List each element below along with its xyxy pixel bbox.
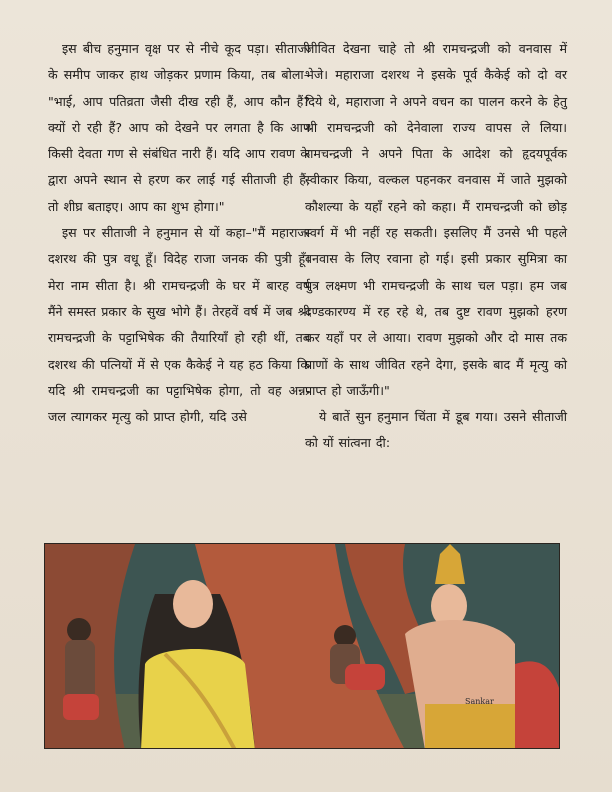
sita-saree: [141, 649, 255, 749]
guard-head-right: [334, 625, 356, 647]
guard-body-left: [65, 640, 95, 700]
artist-signature: Sankar: [465, 697, 494, 706]
left-paragraph-1: इस बीच हनुमान वृक्ष पर से नीचे कूद पड़ा। सीताजी के समीप जाकर हाथ जोड़कर प्रणाम किया, तब बोला– "भाई, आप पतिव्रता जैसी दीख रही हैं, आप कौन हैं? क्यों रो रही हैं? आप को देखने पर लगता है कि आप किसी देवता गण से संबंधित नारी हैं। यदि आप रावण के द्वारा अपने स्थान से हरण कर लाई गई सीताजी ही हैं, तो शीघ्र बताइए। आप का शुभ होगा।": [48, 41, 310, 214]
guard-cloth-left: [63, 694, 99, 720]
guard-head-left: [67, 618, 91, 642]
left-paragraph-2: इस पर सीताजी ने हनुमान से यों कहा–"मैं महाराजा दशरथ की पुत्र वधू हूँ। विदेह राजा जनक की पुत्री हूँ। मेरा नाम सीता है। श्री रामचन्द्रजी के घर में बारह वर्ष मैंने समस्त प्रकार के सुख भोगे हैं। तेरहवें वर्ष में जब श्री रामचन्द्रजी के पट्टाभिषेक की तैयारियाँ हो रही थीं, तब दशरथ की पत्नियों में से एक कैकेई ने यह हठ किया कि यदि श्री रामचन्द्रजी का पट्टाभिषेक होगा, तो वह अन्न-जल त्यागकर मृत्यु को प्राप्त होगी, यदि उसे: [48, 225, 310, 425]
sita-face: [173, 580, 213, 628]
left-text-column: [48, 36, 310, 430]
guard-cloth-right: [345, 664, 385, 690]
right-paragraph-2: ये बातें सुन हनुमान चिंता में डूब गया। उसने सीताजी को यों सांत्वना दी:: [305, 409, 567, 451]
right-text-column: [305, 36, 567, 457]
right-paragraph-1: जीवित देखना चाहे तो श्री रामचन्द्रजी को वनवास में भेजे। महाराजा दशरथ ने इसके पूर्व कैकेई को दो वर दिये थे, महाराजा ने अपने वचन का पालन करने के हेतु श्री रामचन्द्रजी को देनेवाला राज्य वापस ले लिया। रामचन्द्रजी ने अपने पिता के आदेश को हृदयपूर्वक स्वीकार किया, वल्कल पहनकर वनवास में जाते मुझको कौशल्या के यहाँ रहने को कहा। मैं रामचन्द्रजी को छोड़ स्वर्ग में भी नहीं रह सकती। इसलिए मैं उनसे भी पहले वनवास के लिए रवाना हो गई। इसी प्रकार सुमित्रा का पुत्र लक्ष्मण भी रामचन्द्रजी के साथ चल पड़ा। हम जब दण्डकारण्य में रह रहे थे, तब दुष्ट रावण मुझको हरण कर यहाँ पर ले आया। रावण मुझको और दो मास तक प्राणों के साथ जीवित रहने देगा, इसके बाद मैं मृत्यु को प्राप्त हो जाऊँगी।": [305, 41, 567, 398]
illustration-art: [45, 544, 560, 749]
hanuman-dhoti: [425, 704, 515, 749]
story-illustration: [44, 543, 560, 749]
